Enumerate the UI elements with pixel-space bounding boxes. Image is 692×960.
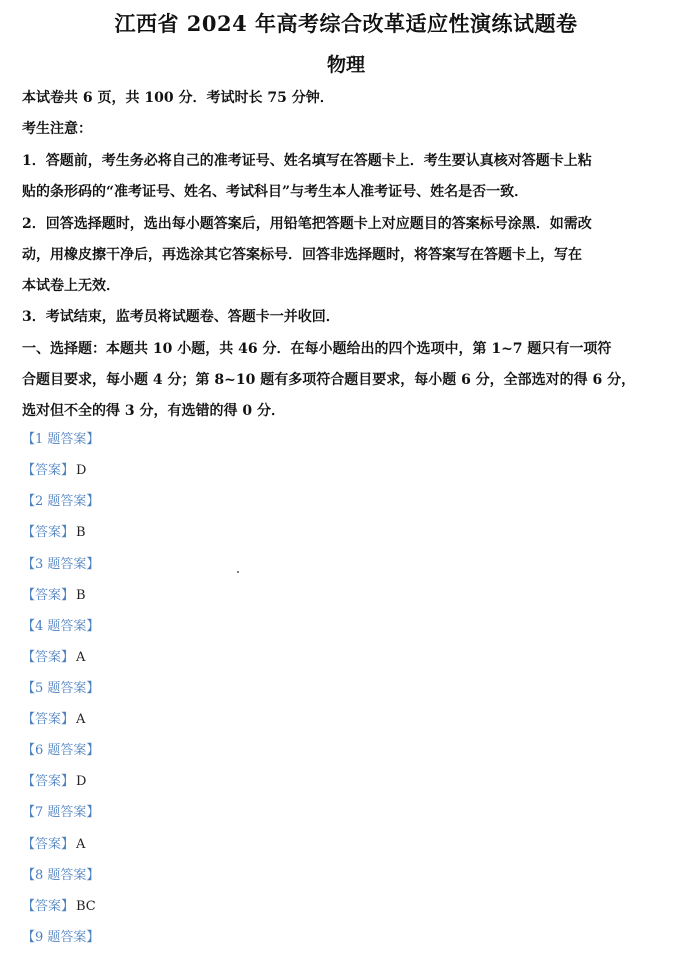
answer-header-2 xyxy=(22,492,99,512)
section-1-line-3: 选对但不全的得 3 分，有选错的得 0 分． xyxy=(22,403,285,419)
subject-title: 物理 xyxy=(326,54,365,76)
answer-8 xyxy=(22,897,96,917)
answer-header-label: 【8 题答案】 xyxy=(22,868,100,883)
answer-header-label: 【2 题答案】 xyxy=(22,494,100,509)
answer-6 xyxy=(22,772,86,792)
answer-tag: 【答案】 xyxy=(22,525,75,540)
answer-value: B xyxy=(76,588,86,603)
answer-tag: 【答案】 xyxy=(22,588,75,603)
answer-header-1 xyxy=(22,430,99,450)
answer-header-label: 【6 题答案】 xyxy=(22,743,100,758)
answer-1 xyxy=(22,461,86,481)
notice-2-line-1: 2．回答选择题时，选出每小题答案后，用铅笔把答题卡上对应题目的答案标号涂黑．如需改 xyxy=(22,216,592,232)
answer-header-label: 【7 题答案】 xyxy=(22,805,100,820)
answer-7 xyxy=(22,835,85,855)
answer-tag: 【答案】 xyxy=(22,837,75,852)
exam-info: 本试卷共 6 页，共 100 分．考试时长 75 分钟． xyxy=(22,90,334,106)
notice-1-line-2: 贴的条形码的“准考证号、姓名、考试科目”与考生本人准考证号、姓名是否一致． xyxy=(22,184,529,200)
notice-3: 3．考试结束，监考员将试题卷、答题卡一并收回． xyxy=(22,309,340,325)
answer-tag: 【答案】 xyxy=(22,712,75,727)
section-1-line-2: 合题目要求，每小题 4 分；第 8~10 题有多项符合题目要求，每小题 6 分，全部选对的得 6 分， xyxy=(22,372,636,388)
answer-header-label: 【4 题答案】 xyxy=(22,619,100,634)
notice-1-line-1: 1．答题前，考生务必将自己的准考证号、姓名填写在答题卡上．考生要认真核对答题卡上粘 xyxy=(22,153,592,169)
answer-3 xyxy=(22,586,86,606)
answer-header-9 xyxy=(22,928,99,948)
answer-header-label: 【3 题答案】 xyxy=(22,557,100,572)
answer-header-label: 【1 题答案】 xyxy=(22,432,100,447)
answer-value: A xyxy=(76,712,86,727)
answer-header-3 xyxy=(22,555,99,575)
answer-header-8 xyxy=(22,866,99,886)
document-title: 江西省 2024 年高考综合改革适应性演练试题卷 xyxy=(114,11,578,36)
answer-tag: 【答案】 xyxy=(22,774,75,789)
notice-2-line-3: 本试卷上无效． xyxy=(22,278,120,294)
answer-value: D xyxy=(76,463,87,478)
answer-header-label: 【5 题答案】 xyxy=(22,681,100,696)
answer-value: D xyxy=(76,774,87,789)
answer-tag: 【答案】 xyxy=(22,899,75,914)
answer-value: A xyxy=(76,650,86,665)
answer-header-7 xyxy=(22,803,99,823)
answer-tag: 【答案】 xyxy=(22,463,75,478)
answer-header-5 xyxy=(22,679,99,699)
answer-4 xyxy=(22,648,85,668)
notice-2-line-2: 动，用橡皮擦干净后，再选涂其它答案标号．回答非选择题时，将答案写在答题卡上，写在 xyxy=(22,247,582,263)
answer-header-4 xyxy=(22,617,99,637)
section-1-line-1: 一、选择题：本题共 10 小题，共 46 分．在每小题给出的四个选项中，第 1~7 题只有一项符 xyxy=(22,341,612,357)
answer-header-label: 【9 题答案】 xyxy=(22,930,100,945)
answer-value: B xyxy=(76,525,86,540)
answer-header-6 xyxy=(22,741,99,761)
answer-value: A xyxy=(76,837,86,852)
answer-5 xyxy=(22,710,85,730)
stray-dot xyxy=(237,571,239,573)
notice-heading: 考生注意： xyxy=(22,121,92,137)
answer-2 xyxy=(22,523,86,543)
answer-tag: 【答案】 xyxy=(22,650,75,665)
answer-value: BC xyxy=(76,899,96,914)
